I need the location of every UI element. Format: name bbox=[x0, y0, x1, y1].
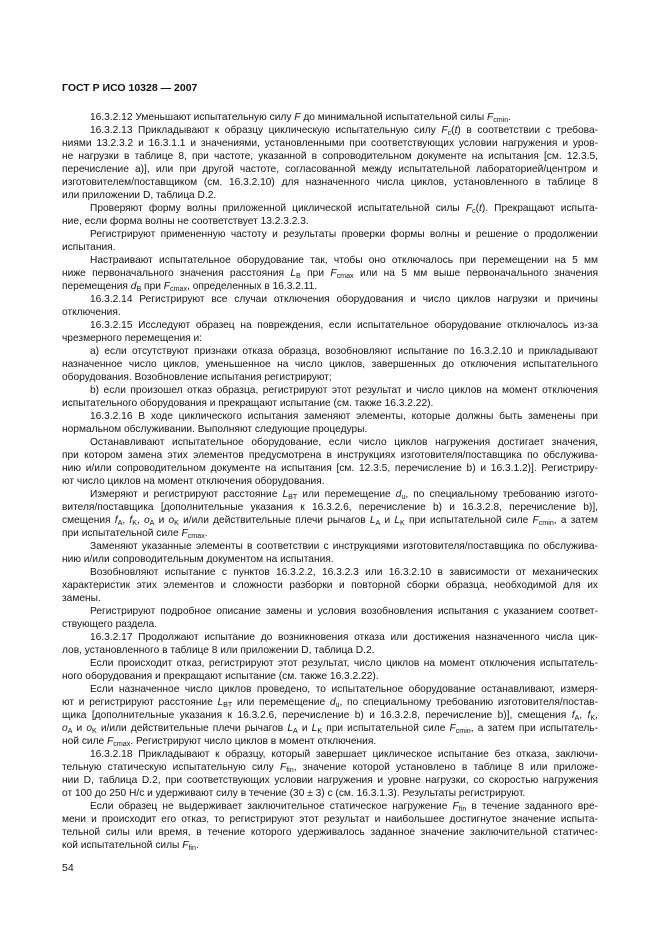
subscript: fin bbox=[286, 766, 294, 775]
subscript: cmax bbox=[187, 532, 205, 541]
text-line: при испытательной силе $F_{cmax}$. bbox=[62, 528, 208, 541]
paragraph bbox=[62, 683, 598, 748]
text-line: не нагрузки в таблице 8, при частоте, указанной в сопроводительном документе на испытания [см. 12.3.5, bbox=[62, 151, 598, 162]
text-line: 16.3.2.15 Исследуют образец на повреждения, если испытательное оборудование отключалось из-за bbox=[90, 320, 598, 331]
text-line: 16.3.2.16 В ходе циклического испытания заменяют элементы, которые должны быть заменены при bbox=[90, 411, 598, 422]
text-line: нии D, таблица D.2, при соответствующих условии нагружения и уровне нагрузки, со скоростью нагружения bbox=[62, 775, 598, 786]
text-line: b) если произошел отказ образца, регистрируют этот результат и число циклов на момент отключения bbox=[90, 385, 598, 396]
document-header: ГОСТ Р ИСО 10328 — 2007 bbox=[62, 82, 198, 94]
text-line: замены. bbox=[62, 593, 101, 604]
italic-symbol: L bbox=[287, 723, 293, 734]
text-line: испытания. bbox=[62, 242, 116, 253]
paragraph bbox=[62, 566, 598, 605]
subscript: cmin bbox=[538, 519, 554, 528]
paragraph bbox=[62, 631, 598, 657]
subscript: fin bbox=[458, 805, 467, 814]
italic-symbol: F bbox=[107, 736, 114, 747]
text-line: Проверяют форму волны приложенной циклической испытательной силы $F_c(t)$. Прекращают испыта- bbox=[90, 203, 599, 216]
text-line: ниями 13.2.3.2 и 16.3.1.1 и значениями, установленными при соответствующих условии нагружения и уров- bbox=[62, 138, 598, 149]
subscript: B bbox=[136, 285, 142, 294]
subscript: A bbox=[293, 727, 298, 736]
text-line: Настраивают испытательное оборудование так, чтобы оно отключалось при перемещении на 5 мм bbox=[90, 255, 598, 266]
text-line: ниже первоначального значения расстояния $L_B$ при $F_{cmax}$ или на 5 мм выше первоначального значения bbox=[62, 268, 598, 281]
text-line: кой испытательной силы $F_{fin}$. bbox=[62, 840, 199, 853]
text-line: нию и/или сопроводительным документом на испытания. bbox=[62, 554, 334, 565]
paragraph bbox=[62, 293, 598, 319]
subscript: cmin bbox=[455, 727, 471, 736]
subscript: K bbox=[92, 727, 97, 736]
paragraph bbox=[62, 540, 598, 566]
italic-symbol: t bbox=[479, 203, 482, 214]
italic-symbol: L bbox=[311, 723, 318, 734]
text-line: от 100 до 250 Н/с и удерживают силу в течение (30 ± 3) с (см. 16.3.1.3). Результаты регистрируют. bbox=[62, 788, 526, 799]
text-line: вителя/поставщика [дополнительные указания к 16.3.2.6, перечисление b) и 16.3.2.8, перечисление b)], bbox=[62, 502, 598, 513]
paragraph bbox=[62, 410, 598, 436]
subscript: K bbox=[400, 519, 405, 528]
text-line: смещения $f_A$, $f_K$, $o_A$ и $o_K$ и/или действительные плечи рычагов $L_A$ и $L_K$ при испытательной силе $F_{cmin}$, а затем bbox=[62, 515, 598, 528]
subscript: A bbox=[149, 519, 155, 528]
paragraph bbox=[62, 345, 598, 384]
text-line: ствующего раздела. bbox=[62, 619, 157, 630]
italic-symbol: L bbox=[394, 515, 401, 526]
subscript: c bbox=[472, 207, 476, 216]
italic-symbol: o bbox=[86, 723, 92, 734]
italic-symbol: F bbox=[486, 112, 494, 123]
paragraph bbox=[62, 605, 598, 631]
text-line: ние, если форма волны не соответствует 13.2.3.2.3. bbox=[62, 216, 309, 227]
text-line: Возобновляют испытание с пунктов 16.3.2.2, 16.3.2.3 или 16.3.2.10 в зависимости от механических bbox=[90, 567, 598, 578]
text-line: Измеряют и регистрируют расстояние $L_{BT}$ или перемещение $d_u$, по специальному требованию изгото- bbox=[90, 489, 598, 502]
subscript: BT bbox=[288, 493, 298, 502]
subscript: A bbox=[375, 519, 381, 528]
text-line: чрезмерного перемещения и: bbox=[62, 333, 203, 344]
italic-symbol: L bbox=[290, 268, 297, 279]
text-line: ют и регистрируют расстояние $L_{BT}$ или перемещение $d_u$, по специальному требованию изготовителя/постав- bbox=[62, 697, 598, 710]
text-line: испытательного оборудования и прекращают испытание (см. также 16.3.2.22). bbox=[62, 398, 434, 409]
text-line: нормальном обслуживании. Выполняют следующие процедуры. bbox=[62, 424, 368, 435]
italic-symbol: f bbox=[571, 710, 575, 721]
italic-symbol: F bbox=[465, 203, 473, 214]
italic-symbol: F bbox=[182, 840, 189, 851]
italic-symbol: f bbox=[587, 710, 591, 721]
italic-symbol: t bbox=[454, 125, 458, 136]
italic-symbol: F bbox=[452, 801, 459, 812]
paragraph bbox=[62, 228, 598, 254]
italic-symbol: L bbox=[282, 489, 289, 500]
text-line: перечисление а)], или при другой частоте, согласованной между испытательной лабораторией/центром и bbox=[62, 164, 598, 175]
italic-symbol: f bbox=[114, 515, 118, 526]
subscript: A bbox=[117, 519, 123, 528]
paragraph bbox=[62, 124, 598, 202]
text-line: ют число циклов на момент отключения оборудования. bbox=[62, 476, 325, 487]
text-line: изготовителем/поставщиком (см. 16.3.2.10) для назначенного числа циклов, установленного в таблице 8 bbox=[62, 177, 598, 188]
subscript: u bbox=[335, 701, 340, 710]
text-line: Регистрируют подробное описание замены и условия возобновления испытания с указанием соответ- bbox=[90, 606, 598, 617]
text-line: Если происходит отказ, регистрируют этот результат, число циклов на момент отключения испытатель- bbox=[90, 658, 598, 669]
text-line: тельной силы или время, в течение которого удерживалось заданное значение заключительной статичес- bbox=[62, 827, 598, 838]
subscript: A bbox=[574, 714, 580, 723]
italic-symbol: d bbox=[329, 697, 336, 708]
subscript: K bbox=[132, 519, 137, 528]
document-body bbox=[62, 111, 598, 852]
text-line: мени и происходит его отказ, то регистрируют этот результат и наибольшее достигнутое значение испыта- bbox=[62, 814, 598, 825]
italic-symbol: L bbox=[217, 697, 224, 708]
text-line: 16.3.2.12 Уменьшают испытательную силу F до минимальной испытательной силы $F_{cmin}$. bbox=[90, 112, 512, 125]
subscript: K bbox=[590, 714, 596, 723]
italic-symbol: o bbox=[143, 515, 150, 526]
subscript: B bbox=[296, 272, 301, 281]
italic-symbol: f bbox=[129, 515, 133, 526]
paragraph bbox=[62, 800, 598, 852]
subscript: cmax bbox=[113, 740, 131, 749]
text-line: тельную статическую испытательную силу $F_{fin}$, значение которой установлено в таблице 8 или приложе- bbox=[62, 762, 598, 775]
paragraph bbox=[62, 319, 598, 345]
paragraph bbox=[62, 254, 598, 293]
italic-symbol: F bbox=[330, 268, 337, 279]
paragraph bbox=[62, 488, 598, 540]
subscript: c bbox=[447, 129, 452, 138]
text-line: или приложении D, таблица D.2. bbox=[62, 190, 217, 201]
subscript: K bbox=[174, 519, 179, 528]
paragraph bbox=[62, 111, 598, 124]
paragraph bbox=[62, 657, 598, 683]
text-line: 16.3.2.18 Прикладывают к образцу, который завершает циклическое испытание без отказа, заключи- bbox=[90, 749, 598, 760]
subscript: cmax bbox=[170, 285, 188, 294]
italic-symbol: F bbox=[163, 281, 170, 292]
text-line: при котором замена этих элементов предусмотрена в инструкциях изготовителя/поставщика по обслужива- bbox=[62, 450, 598, 461]
text-line: Если назначенное число циклов проведено, то испытательное оборудование останавливают, измеря- bbox=[90, 684, 598, 695]
text-line: лов, установленного в таблице 8 или приложении D, таблица D.2. bbox=[62, 645, 375, 656]
paragraph bbox=[62, 436, 598, 488]
text-line: нию и/или сопроводительном документе на испытания [см. 12.3.5, перечисление b) и 16.3.1.2)]. Регистриру- bbox=[62, 463, 598, 474]
italic-symbol: F bbox=[532, 515, 539, 526]
text-line: характеристик этих элементов и сложности разборки и повторной сборки образца, необходимой для их bbox=[62, 580, 598, 591]
italic-symbol: o bbox=[168, 515, 175, 526]
text-line: назначенное число циклов, уменьшенное на число циклов, завершенных до отключения испытательного bbox=[62, 359, 598, 370]
text-line: 16.3.2.14 Регистрируют все случаи отключения оборудования и число циклов нагрузки и причины bbox=[90, 294, 598, 305]
italic-symbol: d bbox=[395, 489, 402, 500]
italic-symbol: o bbox=[62, 723, 68, 734]
text-line: ного оборудования и прекращают испытание (см. также 16.3.2.22). bbox=[62, 671, 379, 682]
text-line: отключения. bbox=[62, 307, 121, 318]
subscript: fin bbox=[188, 844, 196, 853]
subscript: cmax bbox=[336, 272, 354, 281]
text-line: перемещения $d_B$ при $F_{cmax}$, определенных в 16.3.2.11. bbox=[62, 281, 318, 294]
italic-symbol: F bbox=[441, 125, 448, 136]
text-line: Регистрируют примененную частоту и результаты проверки формы волны и решение о продолжении bbox=[90, 229, 598, 240]
paragraph bbox=[62, 384, 598, 410]
text-line: а) если отсутствуют признаки отказа образца, возобновляют испытание по 16.3.2.10 и прикладывают bbox=[90, 346, 598, 357]
text-line: Заменяют указанные элементы в соответствии с инструкциями изготовителя/поставщика по обслужива- bbox=[90, 541, 598, 552]
text-line: ной силе $F_{cmax}$. Регистрируют число циклов в момент отключения. bbox=[62, 736, 377, 749]
text-line: Если образец не выдерживает заключительное статическое нагружение $F_{fin}$ в течение заданного вре- bbox=[90, 801, 599, 814]
italic-symbol: F bbox=[449, 723, 456, 734]
italic-symbol: d bbox=[130, 281, 137, 292]
subscript: A bbox=[67, 727, 73, 736]
subscript: cmin bbox=[493, 116, 509, 125]
paragraph bbox=[62, 202, 598, 228]
text-line: 16.3.2.17 Продолжают испытание до возникновения отказа или достижения назначенного числа цик- bbox=[90, 632, 598, 643]
text-line: оборудования. Возобновление испытания регистрируют; bbox=[62, 372, 332, 383]
italic-symbol: F bbox=[181, 528, 188, 539]
text-line: Останавливают испытательное оборудование, если число циклов нагружения достигает значения, bbox=[90, 437, 598, 448]
italic-symbol: F bbox=[279, 762, 287, 773]
text-line: 16.3.2.13 Прикладывают к образцу циклическую испытательную силу $F_c(t)$ в соответствии с требова- bbox=[90, 125, 598, 138]
italic-symbol: L bbox=[369, 515, 376, 526]
italic-symbol: F bbox=[294, 112, 301, 123]
text-line: щика [дополнительные указания к 16.3.2.6, перечисление b) и 16.3.2.8, перечисление b)], смещения $f_A$, $f_K$, bbox=[62, 710, 598, 723]
subscript: u bbox=[401, 493, 406, 502]
subscript: BT bbox=[223, 701, 233, 710]
text-line: $o_A$ и $o_K$ и/или действительные плечи рычагов $L_A$ и $L_K$ при испытательной силе $F_{cmin}$, а затем при испытатель- bbox=[62, 723, 598, 736]
page-number: 54 bbox=[62, 862, 74, 874]
subscript: K bbox=[317, 727, 323, 736]
paragraph bbox=[62, 748, 598, 800]
